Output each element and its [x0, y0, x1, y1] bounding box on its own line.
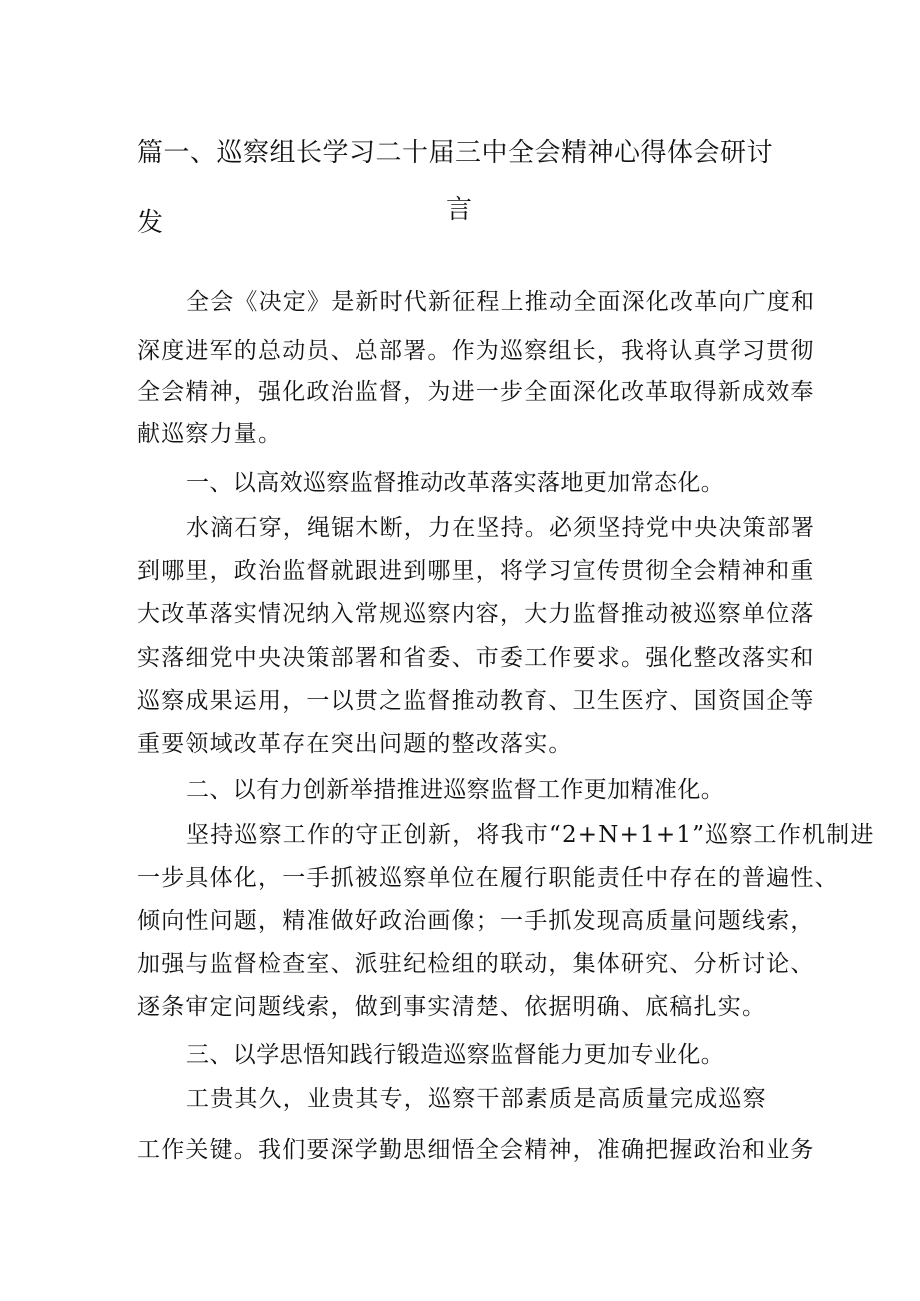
paragraph-line: 加强与监督检查室、派驻纪检组的联动，集体研究、分析讨论、 [137, 951, 815, 977]
paragraph-line: 逐条审定问题线索，做到事实清楚、依据明确、底稿扎实。 [137, 994, 767, 1020]
paragraph-line: 大改革落实情况纳入常规巡察内容，大力监督推动被巡察单位落 [137, 601, 815, 627]
paragraph-line: 工贵其久，业贵其专，巡察干部素质是高质量完成巡察 [186, 1086, 767, 1112]
document-title-line-1: 篇一、巡察组长学习二十届三中全会精神心得体会研讨发 [137, 138, 774, 238]
section-heading-3: 三、以学思悟知践行锻造巡察监督能力更加专业化。 [186, 1042, 725, 1068]
paragraph-line: 倾向性问题，精准做好政治画像；一手抓发现高质量问题线索， [137, 908, 815, 934]
paragraph-line: 水滴石穿，绳锯木断，力在坚持。必须坚持党中央决策部署 [186, 515, 816, 541]
paragraph-line: 深度进军的总动员、总部署。作为巡察组长，我将认真学习贯彻 [137, 338, 815, 364]
paragraph-line: 到哪里，政治监督就跟进到哪里，将学习宣传贯彻全会精神和重 [137, 558, 815, 584]
paragraph-line: 重要领域改革存在突出问题的整改落实。 [137, 731, 573, 757]
document-title-line-2: 言 [446, 195, 473, 225]
paragraph-line: 一步具体化，一手抓被巡察单位在履行职能责任中存在的普遍性、 [137, 865, 839, 891]
section-heading-1: 一、以高效巡察监督推动改革落实落地更加常态化。 [186, 470, 725, 496]
paragraph-line: 全会《决定》是新时代新征程上推动全面深化改革向广度和 [186, 289, 816, 315]
section-heading-2: 二、以有力创新举措推进巡察监督工作更加精准化。 [186, 777, 725, 803]
paragraph-line: 实落细党中央决策部署和省委、市委工作要求。强化整改落实和 [137, 645, 815, 671]
paragraph-line: 献巡察力量。 [137, 421, 283, 447]
paragraph-line: 坚持巡察工作的守正创新，将我市“2+N+1+1”巡察工作机制进 [186, 822, 875, 848]
paragraph-line: 巡察成果运用，一以贯之监督推动教育、卫生医疗、国资国企等 [137, 688, 815, 714]
paragraph-line: 全会精神，强化政治监督，为进一步全面深化改革取得新成效奉 [137, 379, 815, 405]
paragraph-line: 工作关键。我们要深学勤思细悟全会精神，准确把握政治和业务 [137, 1137, 815, 1163]
